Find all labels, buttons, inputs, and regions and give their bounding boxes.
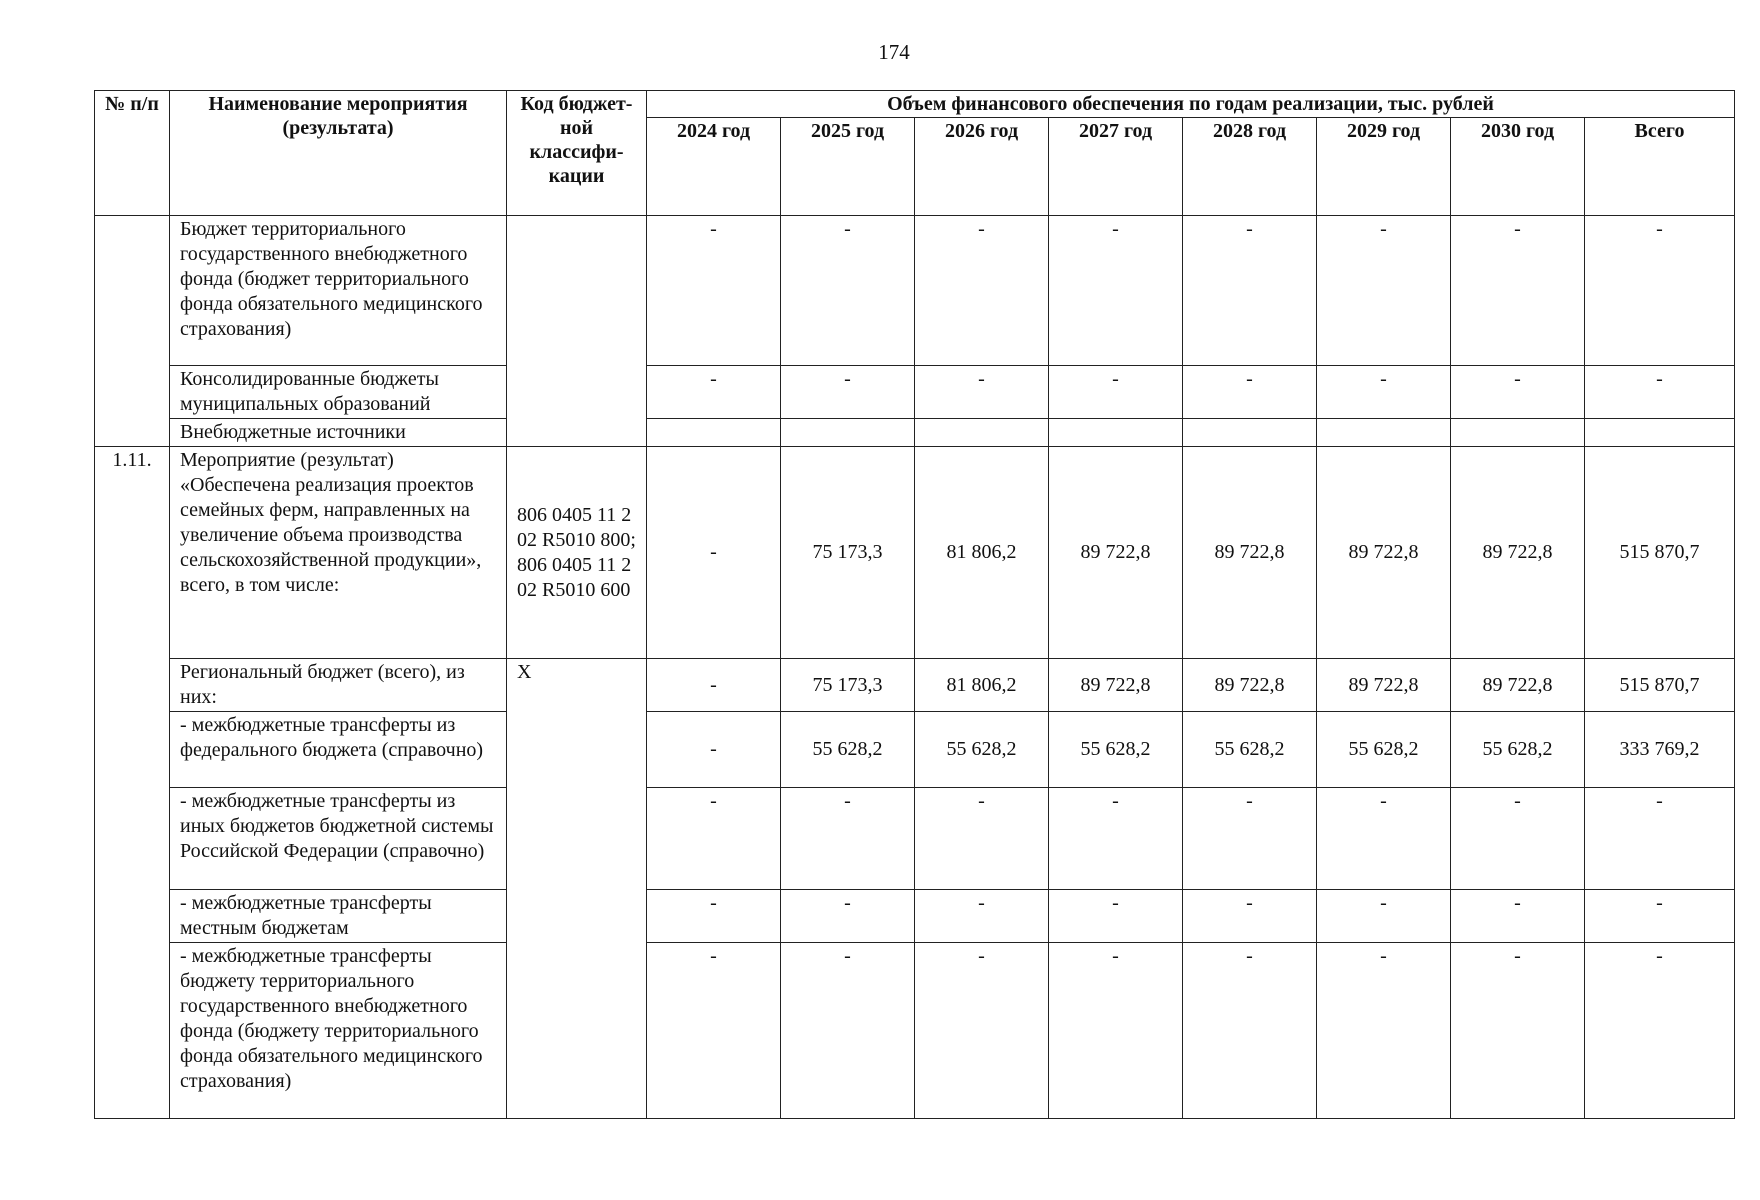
cell-value: 55 628,2	[915, 712, 1049, 788]
cell-value: -	[1451, 943, 1585, 1119]
cell-value: -	[1317, 366, 1451, 419]
table-row	[95, 712, 1735, 788]
cell-value	[781, 419, 915, 447]
cell-value: 55 628,2	[1183, 712, 1317, 788]
cell-value: -	[915, 943, 1049, 1119]
cell-value	[1317, 419, 1451, 447]
cell-value: 81 806,2	[915, 659, 1049, 712]
header-num: № п/п	[95, 91, 170, 216]
cell-value: 89 722,8	[1451, 659, 1585, 712]
cell-value: -	[1317, 943, 1451, 1119]
header-year: 2026 год	[915, 118, 1049, 216]
row-code: 806 0405 11 2 02 R5010 800; 806 0405 11 2 02 R5010 600	[507, 447, 647, 659]
table-row	[95, 447, 1735, 659]
cell-value: -	[1451, 788, 1585, 890]
cell-value: -	[1451, 890, 1585, 943]
cell-value: 89 722,8	[1183, 659, 1317, 712]
cell-value: 515 870,7	[1585, 447, 1735, 659]
cell-value	[915, 419, 1049, 447]
header-year: 2030 год	[1451, 118, 1585, 216]
table-row	[95, 943, 1735, 1119]
cell-value: -	[1585, 788, 1735, 890]
cell-value: -	[915, 366, 1049, 419]
row-name: Бюджет территориального государственного внебюджетного фонда (бюджет территориального фонда обязательного медицинского страхования)	[170, 216, 507, 366]
cell-value: -	[1317, 890, 1451, 943]
cell-value: 89 722,8	[1451, 447, 1585, 659]
table-row	[95, 659, 1735, 712]
table-row	[95, 216, 1735, 366]
cell-value: -	[915, 788, 1049, 890]
cell-value: 89 722,8	[1317, 447, 1451, 659]
cell-value: -	[1049, 366, 1183, 419]
cell-value: -	[1183, 788, 1317, 890]
cell-value	[1585, 419, 1735, 447]
cell-value: -	[781, 788, 915, 890]
cell-value: -	[781, 890, 915, 943]
cell-value: -	[647, 890, 781, 943]
cell-value: -	[1317, 216, 1451, 366]
cell-value: -	[1451, 216, 1585, 366]
cell-value: 89 722,8	[1049, 447, 1183, 659]
cell-value: -	[1317, 788, 1451, 890]
cell-value: -	[1183, 943, 1317, 1119]
header-total: Всего	[1585, 118, 1735, 216]
header-year: 2025 год	[781, 118, 915, 216]
cell-value: 89 722,8	[1183, 447, 1317, 659]
cell-value: -	[915, 216, 1049, 366]
row-name: Региональный бюджет (всего), из них:	[170, 659, 507, 712]
header-year: 2028 год	[1183, 118, 1317, 216]
header-year: 2027 год	[1049, 118, 1183, 216]
header-name: Наименование мероприятия (результата)	[170, 91, 507, 216]
cell-value: -	[647, 788, 781, 890]
cell-value: 333 769,2	[1585, 712, 1735, 788]
cell-value: -	[1049, 216, 1183, 366]
cell-value: -	[1049, 788, 1183, 890]
table-row	[95, 890, 1735, 943]
cell-value: 81 806,2	[915, 447, 1049, 659]
row-name: Консолидированные бюджеты муниципальных образований	[170, 366, 507, 419]
cell-value: -	[647, 447, 781, 659]
table-row	[95, 366, 1735, 419]
cell-value: -	[1183, 216, 1317, 366]
financing-table	[94, 90, 1735, 1119]
cell-value: -	[647, 659, 781, 712]
cell-value	[1049, 419, 1183, 447]
cell-value: 55 628,2	[1451, 712, 1585, 788]
cell-value: 55 628,2	[1317, 712, 1451, 788]
cell-value: 55 628,2	[1049, 712, 1183, 788]
cell-value: -	[647, 943, 781, 1119]
row-code: X	[507, 659, 647, 1119]
cell-value: -	[781, 216, 915, 366]
page-number: 174	[878, 40, 910, 64]
cell-value: -	[1049, 890, 1183, 943]
header-year: 2024 год	[647, 118, 781, 216]
cell-value: -	[1183, 366, 1317, 419]
cell-value: -	[647, 712, 781, 788]
cell-value: 55 628,2	[781, 712, 915, 788]
cell-value	[1451, 419, 1585, 447]
row-name: - межбюджетные трансферты из федерального бюджета (справочно)	[170, 712, 507, 788]
row-name: - межбюджетные трансферты из иных бюджетов бюджетной системы Российской Федерации (справочно)	[170, 788, 507, 890]
cell-value: -	[1585, 216, 1735, 366]
row-name: Мероприятие (результат) «Обеспечена реализация проектов семейных ферм, направленных на увеличение объема производства сельскохозяйственной продукции», всего, в том числе:	[170, 447, 507, 659]
header-volume: Объем финансового обеспечения по годам реализации, тыс. рублей	[647, 91, 1735, 118]
row-code	[507, 216, 647, 447]
cell-value: -	[647, 216, 781, 366]
row-name: - межбюджетные трансферты местным бюджетам	[170, 890, 507, 943]
cell-value: -	[1183, 890, 1317, 943]
header-year: 2029 год	[1317, 118, 1451, 216]
row-name: - межбюджетные трансферты бюджету территориального государственного внебюджетного фонда (бюджету территориального фонда обязательного медицинского страхования)	[170, 943, 507, 1119]
cell-value: -	[647, 366, 781, 419]
cell-value	[1183, 419, 1317, 447]
cell-value: 75 173,3	[781, 659, 915, 712]
cell-value: 89 722,8	[1317, 659, 1451, 712]
table-row	[95, 788, 1735, 890]
cell-value: -	[1585, 890, 1735, 943]
cell-value: -	[781, 366, 915, 419]
row-number: 1.11.	[95, 447, 170, 1119]
cell-value: -	[1451, 366, 1585, 419]
table-row	[95, 419, 1735, 447]
cell-value: -	[1049, 943, 1183, 1119]
cell-value: 89 722,8	[1049, 659, 1183, 712]
cell-value	[647, 419, 781, 447]
cell-value: -	[1585, 943, 1735, 1119]
row-name: Внебюджетные источники	[170, 419, 507, 447]
cell-value: -	[915, 890, 1049, 943]
row-number	[95, 216, 170, 447]
cell-value: 515 870,7	[1585, 659, 1735, 712]
cell-value: -	[1585, 366, 1735, 419]
cell-value: 75 173,3	[781, 447, 915, 659]
cell-value: -	[781, 943, 915, 1119]
header-code: Код бюджет-ной классифи-кации	[507, 91, 647, 216]
